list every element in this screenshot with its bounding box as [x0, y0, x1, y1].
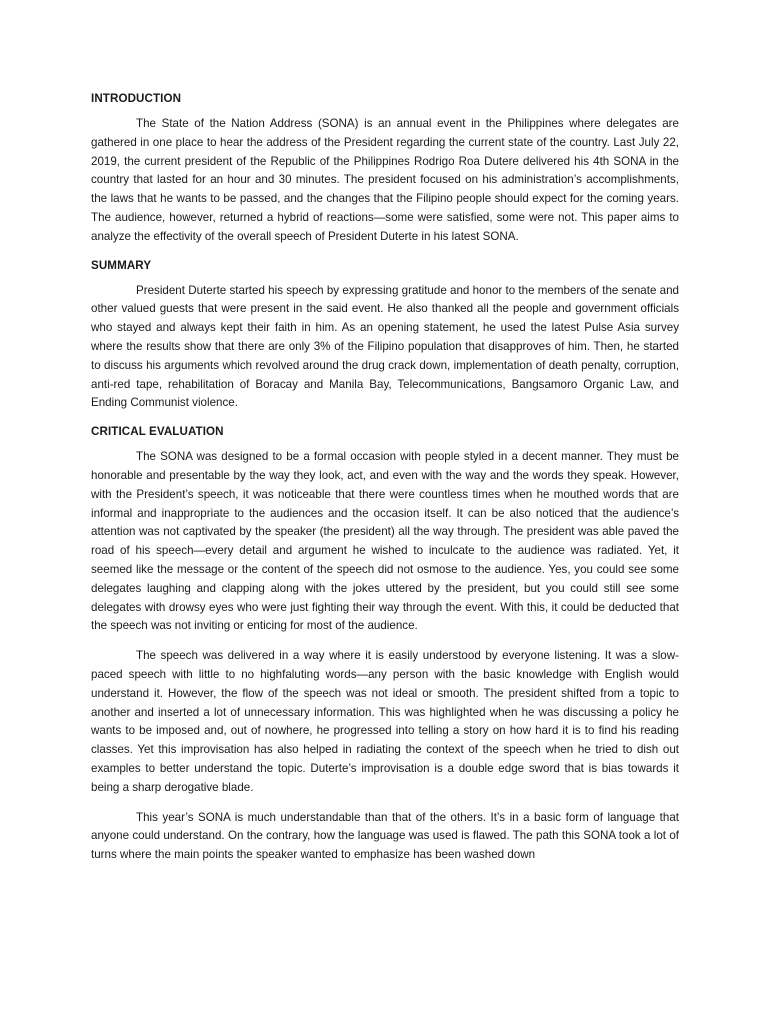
heading-critical-evaluation: CRITICAL EVALUATION	[91, 425, 224, 439]
document-page	[91, 91, 679, 876]
heading-introduction: INTRODUCTION	[91, 92, 182, 105]
introduction-paragraph: The State of the Nation Address (SONA) is an annual event in the Philippines where delegates are gathered in one place to hear the address of the President regarding the current state of the country. Last July 22, 2019, the current president of the Republic of the Philippines Rodrigo Roa Dutere delivered his 4th SONA in the country that lasted for an hour and 30 minutes. The president focused on his administration’s accomplishments, the laws that he wants to be passed, and the changes that the Filipino people should expect for the coming years. The audience, however, returned a hybrid of reactions—some were satisfied, some were not. This paper aims to analyze the effectivity of the overall speech of President Duterte in his latest SONA.	[91, 117, 679, 243]
critical-evaluation-paragraph-2: The speech was delivered in a way where it is easily understood by everyone listening. It was a slow-paced speech with little to no highfaluting words—any person with the basic knowledge with English would understand it. However, the flow of the speech was not ideal or smooth. The president shifted from a topic to another and inserted a lot of unnecessary information. This was highlighted when he was discussing a policy he wants to be imposed and, out of nowhere, he progressed into telling a story on how hard it is to find his reading classes. Yet this improvisation has also helped in radiating the context of the speech when he tried to dish out examples to better understand the topic. Duterte’s improvisation is a double edge sword that is bias towards it being a sharp derogative blade.	[91, 649, 679, 794]
critical-evaluation-paragraph-1: The SONA was designed to be a formal occasion with people styled in a decent manner. They must be honorable and presentable by the way they look, act, and even with the way and the words they speak. However, with the President’s speech, it was noticeable that there were countless times when he mouthed words that are informal and inappropriate to the audiences and the occasion itself. It can be also noticed that the audience’s attention was not captivated by the speaker (the president) all the way through. The president was able paved the road of his speech—every detail and argument he wished to inculcate to the audience was radiated. Yet, it seemed like the message or the content of the speech did not osmose to the audience. Yes, you could see some delegates laughing and clapping along with the jokes uttered by the president, but you could still see some delegates with drowsy eyes who were just fighting their way through the event. With this, it could be deducted that the speech was not inviting or enticing for most of the audience.	[91, 450, 679, 633]
heading-summary: SUMMARY	[91, 258, 152, 272]
critical-evaluation-paragraph-3: This year’s SONA is much understandable than that of the others. It’s in a basic form of language that anyone could understand. On the contrary, how the language was used is flawed. The path this SONA took a lot of turns where the main points the speaker wanted to emphasize has been washed down	[91, 810, 679, 862]
summary-paragraph: President Duterte started his speech by expressing gratitude and honor to the members of the senate and other valued guests that were present in the said event. He also thanked all the people and government officials who stayed and always kept their faith in him. As an opening statement, he used the latest Pulse Asia survey where the results show that there are only 3% of the Filipino population that disapproves of him. Then, he started to discuss his arguments which revolved around the drug crack down, implementation of death penalty, corruption, anti-red tape, rehabilitation of Boracay and Manila Bay, Telecommunications, Bangsamoro Organic Law, and Ending Communist violence.	[91, 283, 679, 410]
